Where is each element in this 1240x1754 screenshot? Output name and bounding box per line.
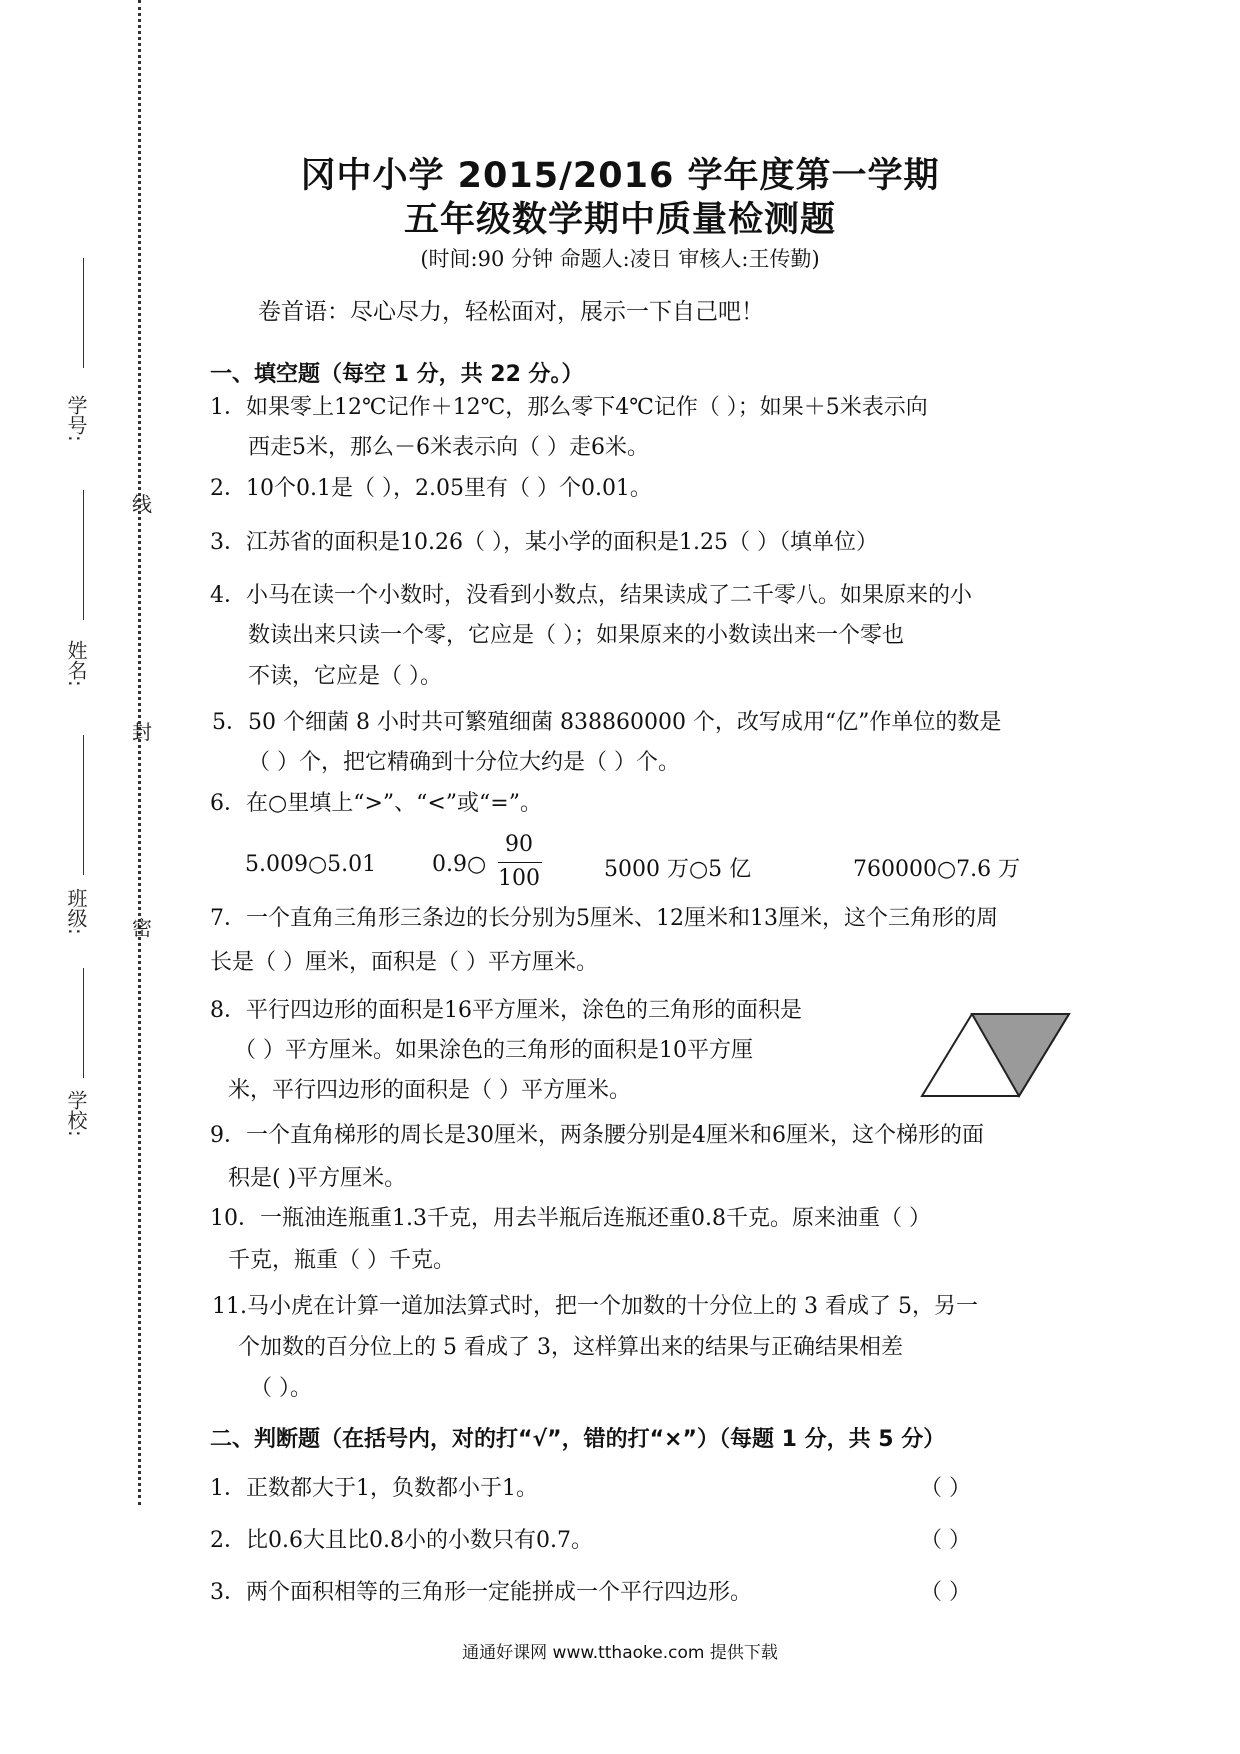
name-underline	[83, 490, 84, 620]
judge-bracket-2: （ ）	[920, 1528, 971, 1553]
seal-char-seal: 封	[132, 720, 152, 744]
q8-line1: 8．平行四边形的面积是16平方厘米，涂色的三角形的面积是	[210, 998, 802, 1023]
page-subtitle-title: 五年级数学期中质量检测题	[403, 200, 836, 240]
number-underline	[83, 258, 84, 368]
class-underline	[83, 735, 84, 875]
q6-line: 6．在○里填上“>”、“<”或“=”。	[210, 791, 542, 816]
q11-line3: （ ）。	[250, 1376, 312, 1401]
section2-heading: 二、判断题（在括号内，对的打“√”，错的打“×”）（每题 1 分，共 5 分）	[210, 1427, 946, 1452]
exam-info: (时间:90 分钟 命题人:凌日 审核人:王传勤)	[420, 247, 820, 271]
shaded-triangle	[972, 1014, 1069, 1096]
seal-char-secret: 密	[132, 916, 152, 940]
q11-line2: 个加数的百分位上的 5 看成了 3，这样算出来的结果与正确结果相差	[238, 1335, 903, 1360]
school-label: 学校:	[64, 1090, 88, 1137]
q10-line2: 千克，瓶重（ ）千克。	[228, 1248, 455, 1273]
q6-item-c: 5000 万○5 亿	[604, 857, 752, 882]
footer-credit: 通通好课网 www.tthaoke.com 提供下载	[462, 1643, 778, 1663]
motto: 卷首语：尽心尽力，轻松面对，展示一下自己吧！	[258, 299, 764, 325]
name-label: 姓名:	[64, 640, 88, 687]
q2-line: 2．10个0.1是（ ），2.05里有（ ）个0.01。	[210, 476, 652, 501]
parallelogram-figure	[918, 1010, 1073, 1100]
number-label: 学号:	[64, 395, 88, 442]
q5-line1: 5．50 个细菌 8 小时共可繁殖细菌 838860000 个，改写成用“亿”作单位的数是	[212, 710, 1002, 735]
q4-line3: 不读，它应是（ ）。	[248, 664, 442, 689]
q4-line1: 4．小马在读一个小数时，没看到小数点，结果读成了二千零八。如果原来的小	[210, 583, 972, 608]
class-label: 班级:	[64, 888, 88, 935]
seal-char-line: 线	[132, 492, 152, 516]
q6-item-a: 5.009○5.01	[245, 852, 377, 877]
judge-bracket-3: （ ）	[920, 1580, 971, 1605]
judge-item-3: 3．两个面积相等的三角形一定能拼成一个平行四边形。	[210, 1580, 752, 1605]
judge-item-1: 1．正数都大于1，负数都小于1。	[210, 1476, 538, 1501]
q7-line2: 长是（ ）厘米，面积是（ ）平方厘米。	[210, 950, 598, 975]
q6-fraction-bar	[498, 862, 542, 863]
judge-item-2: 2．比0.6大且比0.8小的小数只有0.7。	[210, 1528, 593, 1553]
section1-heading: 一、填空题（每空 1 分，共 22 分。）	[210, 362, 584, 387]
q1-line1: 1．如果零上12℃记作＋12℃，那么零下4℃记作（ ）；如果＋5米表示向	[210, 395, 928, 420]
q5-line2: （ ）个，把它精确到十分位大约是（ ）个。	[248, 750, 680, 775]
q1-line2: 西走5米，那么－6米表示向（ ）走6米。	[248, 435, 649, 460]
q10-line1: 10．一瓶油连瓶重1.3千克，用去半瓶后连瓶还重0.8千克。原来油重（ ）	[210, 1206, 931, 1231]
q6-item-b-prefix: 0.9○	[432, 852, 487, 877]
q9-line2: 积是( )平方厘米。	[228, 1166, 407, 1191]
page-title: 冈中小学 2015/2016 学年度第一学期	[300, 156, 940, 196]
q4-line2: 数读出来只读一个零，它应是（ ）；如果原来的小数读出来一个零也	[248, 623, 904, 648]
q11-line1: 11.马小虎在计算一道加法算式时，把一个加数的十分位上的 3 看成了 5，另一	[212, 1294, 978, 1319]
q6-fraction-denominator: 100	[498, 866, 540, 891]
q9-line1: 9．一个直角梯形的周长是30厘米，两条腰分别是4厘米和6厘米，这个梯形的面	[210, 1123, 984, 1148]
judge-bracket-1: （ ）	[920, 1476, 971, 1501]
q6-item-d: 760000○7.6 万	[853, 857, 1021, 882]
q8-line2: （ ）平方厘米。如果涂色的三角形的面积是10平方厘	[234, 1038, 753, 1063]
school-underline	[83, 968, 84, 1078]
q3-line: 3．江苏省的面积是10.26（ ），某小学的面积是1.25（ ）（填单位）	[210, 530, 878, 555]
q8-line3: 米，平行四边形的面积是（ ）平方厘米。	[228, 1078, 631, 1103]
q7-line1: 7．一个直角三角形三条边的长分别为5厘米、12厘米和13厘米，这个三角形的周	[210, 906, 998, 931]
q6-fraction-numerator: 90	[505, 832, 533, 857]
